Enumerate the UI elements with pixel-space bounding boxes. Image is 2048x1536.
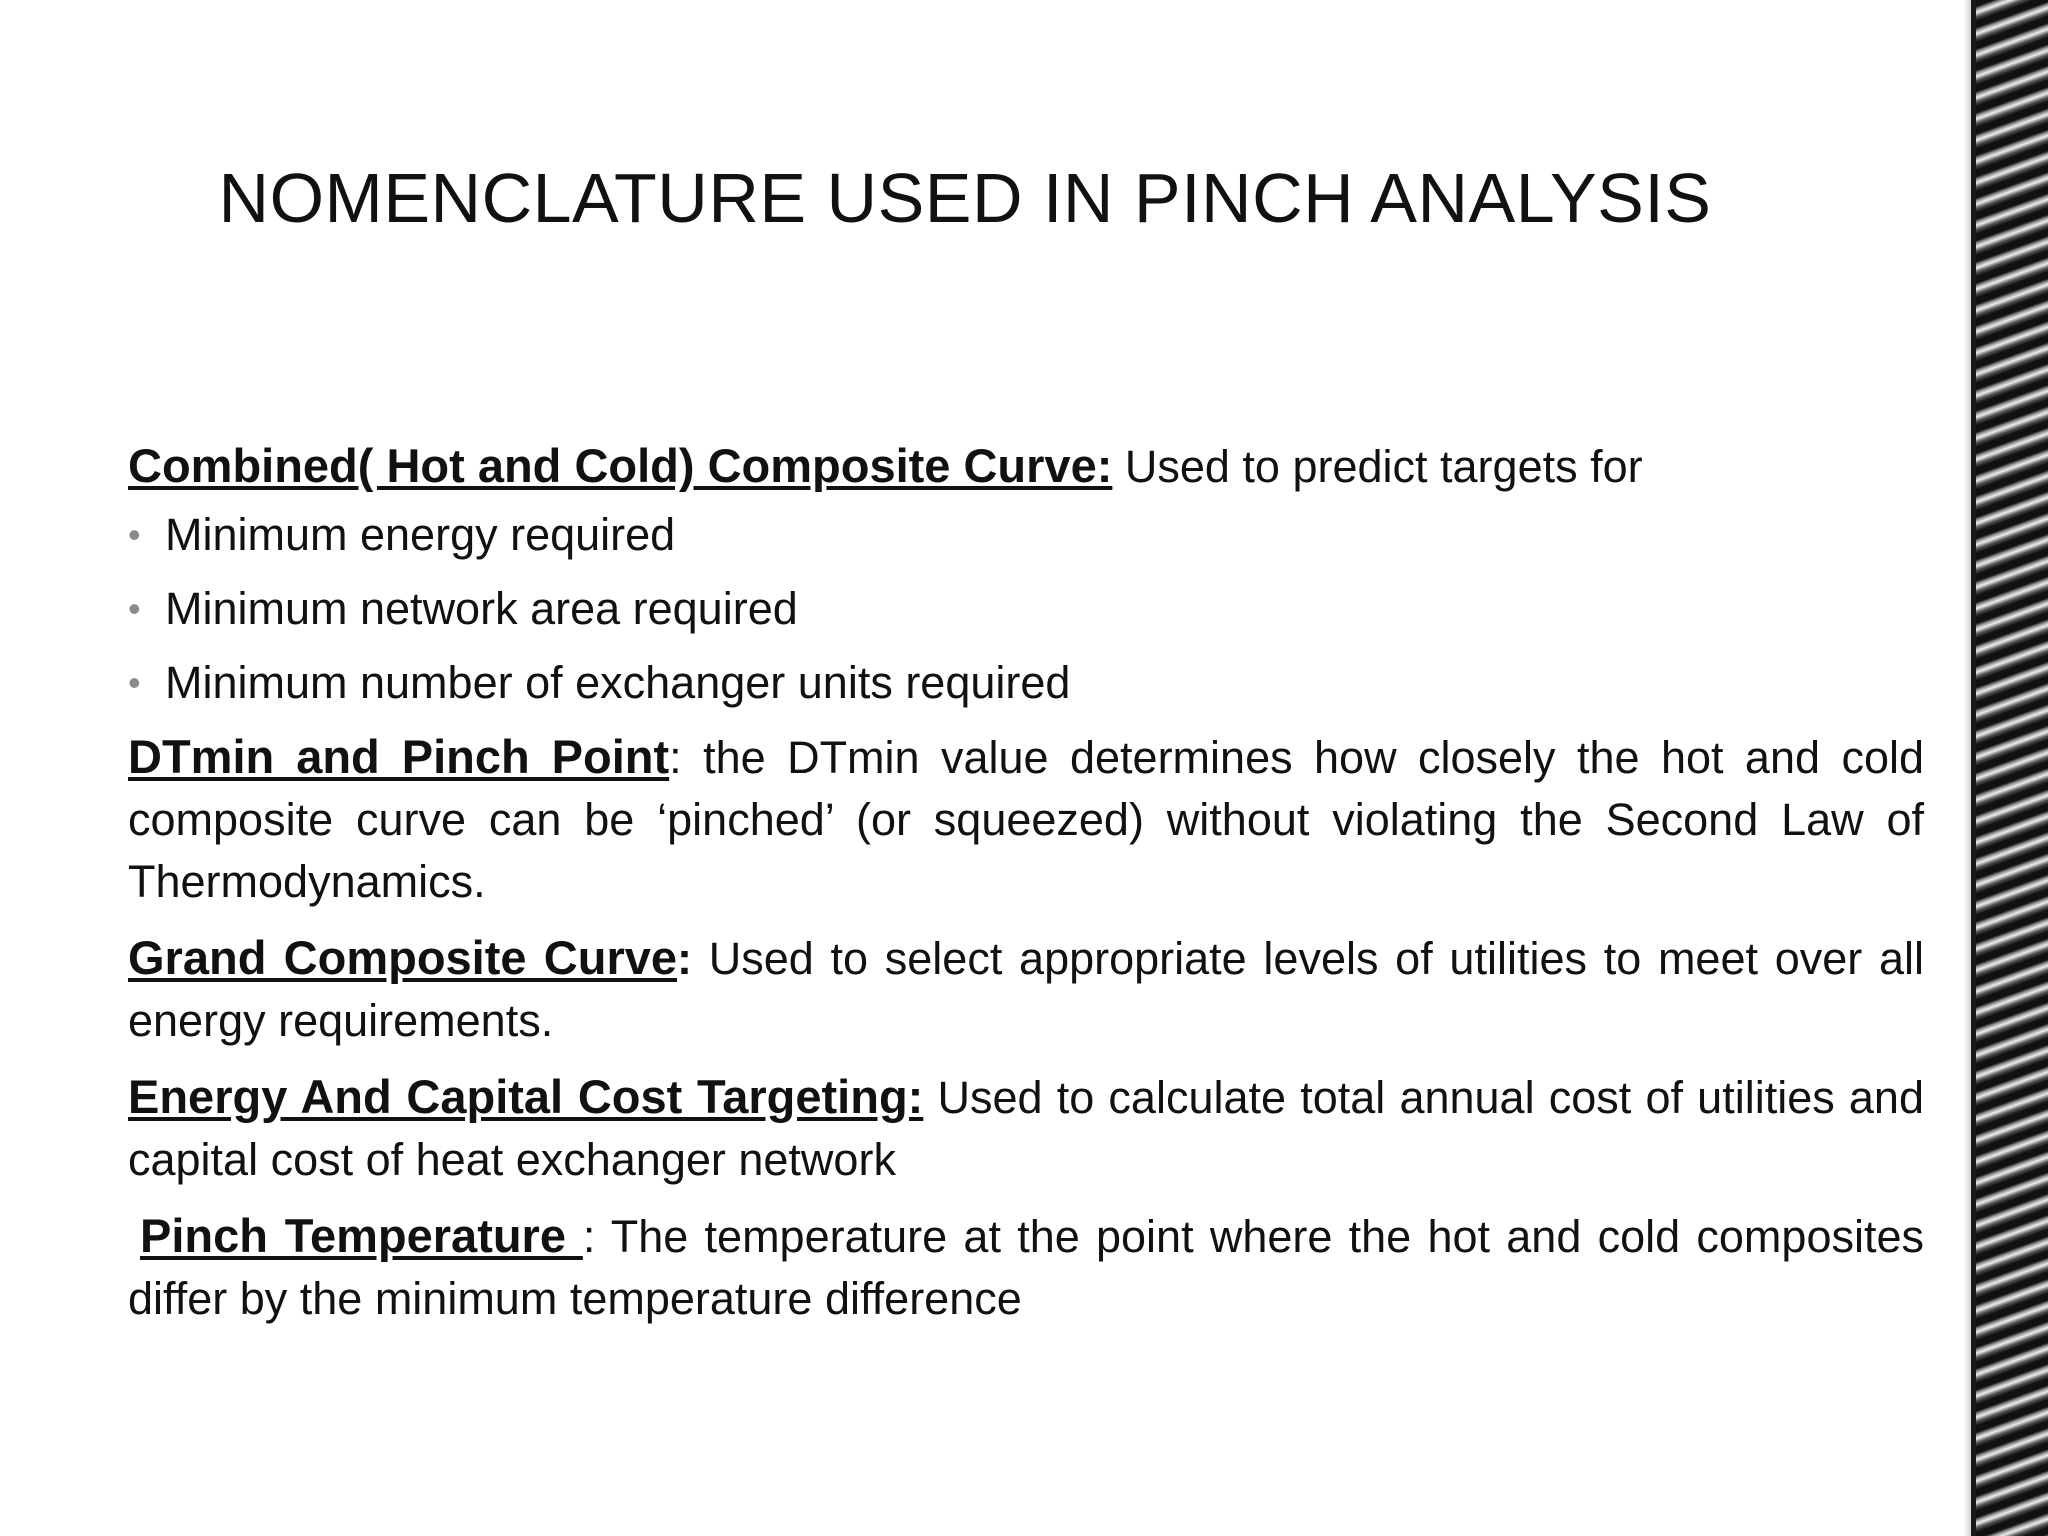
bullet-icon: • <box>128 588 141 629</box>
dtmin-pinch-point-term: DTmin and Pinch Point <box>128 730 670 783</box>
pinch-temperature-definition <box>128 1205 1924 1330</box>
bullet-text: Minimum energy required <box>165 509 676 560</box>
energy-capital-cost-text: Used to calculate total annual cost of utilities and capital cost of heat exchanger network <box>128 1072 1924 1185</box>
list-item <box>128 652 1924 714</box>
bullet-text: Minimum number of exchanger units required <box>165 657 1071 708</box>
edge-highlight-divider <box>1963 0 1971 1536</box>
energy-capital-cost-definition <box>128 1066 1924 1191</box>
dtmin-pinch-point-definition <box>128 726 1924 913</box>
energy-capital-cost-term: Energy And Capital Cost Targeting: <box>128 1070 924 1123</box>
bullet-text: Minimum network area required <box>165 583 798 634</box>
bullet-icon: • <box>128 514 141 555</box>
grand-composite-curve-text: Used to select appropriate levels of utilities to meet over all energy requirements. <box>128 933 1924 1046</box>
pinch-temperature-term: Pinch Temperature <box>140 1209 583 1262</box>
list-item <box>128 578 1924 640</box>
decorative-edge-pattern <box>1976 0 2048 1536</box>
slide-content <box>128 435 1924 1344</box>
grand-composite-curve-colon: : <box>677 933 693 984</box>
combined-composite-curve-definition <box>128 435 1924 498</box>
dtmin-pinch-point-text: : the DTmin value determines how closely the hot and cold composite curve can be ‘pinched’ (or squeezed) without violating the Second Law of Thermodynamics. <box>128 732 1924 907</box>
grand-composite-curve-term: Grand Composite Curve <box>128 931 678 984</box>
bullet-icon: • <box>128 662 141 703</box>
targets-bullet-list <box>128 504 1924 714</box>
slide-title: NOMENCLATURE USED IN PINCH ANALYSIS <box>218 159 1712 237</box>
combined-composite-curve-text: Used to predict targets for <box>1112 441 1643 492</box>
grand-composite-curve-definition <box>128 927 1924 1052</box>
pinch-temperature-text: : The temperature at the point where the hot and cold composites differ by the minimum temperature difference <box>128 1211 1924 1324</box>
list-item <box>128 504 1924 566</box>
combined-composite-curve-term: Combined( Hot and Cold) Composite Curve: <box>128 439 1113 492</box>
